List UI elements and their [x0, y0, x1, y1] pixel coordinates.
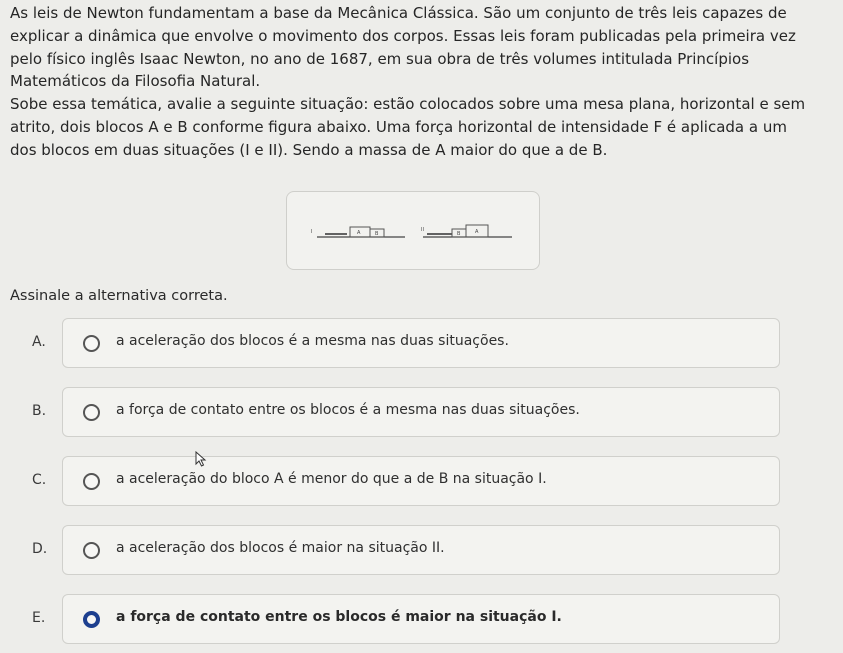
option-c-letter: C. — [32, 472, 47, 488]
option-e-text: a força de contato entre os blocos é maior na situação I. — [116, 609, 562, 625]
option-e-letter: E. — [32, 610, 46, 626]
option-a-letter: A. — [32, 334, 46, 350]
option-c-card[interactable] — [62, 456, 780, 506]
option-a-text: a aceleração dos blocos é a mesma nas duas situações. — [116, 333, 509, 349]
option-e-card[interactable] — [62, 594, 780, 644]
option-e-radio-selected[interactable] — [83, 611, 100, 628]
instruction-text: Assinale a alternativa correta. — [10, 288, 228, 304]
option-d[interactable] — [10, 525, 780, 575]
option-b[interactable] — [10, 387, 780, 437]
block-b-2-label: B — [457, 231, 461, 237]
option-d-radio[interactable] — [83, 542, 100, 559]
option-a-radio[interactable] — [83, 335, 100, 352]
option-c[interactable] — [10, 456, 780, 506]
blocks-figure — [286, 191, 540, 270]
option-b-card[interactable] — [62, 387, 780, 437]
situation-2-diagram — [421, 225, 512, 237]
question-text — [10, 2, 810, 162]
option-c-text: a aceleração do bloco A é menor do que a de B na situação I. — [116, 471, 547, 487]
situation-1-label: I — [311, 229, 313, 235]
blocks-diagram — [287, 192, 539, 269]
question-paragraph-1: As leis de Newton fundamentam a base da Mecânica Clássica. São um conjunto de três leis capazes de explicar a dinâmica que envolve o movimento dos corpos. Essas leis foram publicadas pela primeira vez pelo físico inglês Isaac Newton, no ano de 1687, em sua obra de três volumes intitulada Princípios Matemáticos da Filosofia Natural. — [10, 4, 796, 91]
option-b-letter: B. — [32, 403, 47, 419]
option-d-card[interactable] — [62, 525, 780, 575]
option-d-text: a aceleração dos blocos é maior na situação II. — [116, 540, 445, 556]
option-e[interactable] — [10, 594, 780, 644]
block-a-2-label: A — [475, 229, 479, 235]
option-a-card[interactable] — [62, 318, 780, 368]
block-b-1-label: B — [375, 231, 379, 237]
mouse-cursor-icon — [195, 451, 207, 467]
block-a-1-label: A — [357, 230, 361, 236]
question-paragraph-2: Sobe essa temática, avalie a seguinte situação: estão colocados sobre uma mesa plana, horizontal e sem atrito, dois blocos A e B conforme figura abaixo. Uma força horizontal de intensidade F é aplicada a um dos blocos em duas situações (I e II). Sendo a massa de A maior do que a de B. — [10, 95, 806, 159]
option-d-letter: D. — [32, 541, 48, 557]
option-b-text: a força de contato entre os blocos é a mesma nas duas situações. — [116, 402, 580, 418]
situation-1-diagram — [311, 227, 405, 237]
option-c-radio[interactable] — [83, 473, 100, 490]
option-b-radio[interactable] — [83, 404, 100, 421]
situation-2-label: II — [421, 227, 424, 233]
option-a[interactable] — [10, 318, 780, 368]
